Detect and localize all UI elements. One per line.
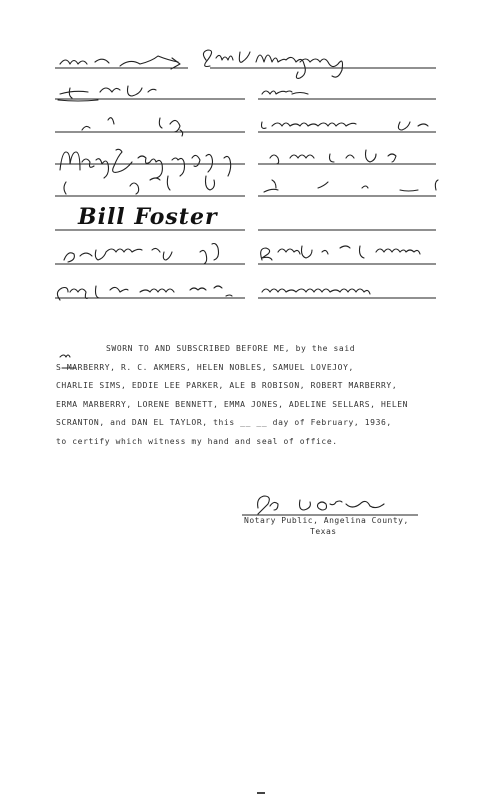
jurat-text [56,340,456,451]
page-mark [257,792,265,794]
jurat-line: SWORN TO AND SUBSCRIBED BEFORE ME, by the said [106,344,356,353]
jurat-line: S MARBERRY, R. C. AKMERS, HELEN NOBLES, SAMUEL LOVEJOY, [56,362,354,372]
notary-state: Texas [310,527,337,536]
jurat-line: ERMA MARBERRY, LORENE BENNETT, EMMA JONES, ADELINE SELLARS, HELEN [56,399,409,409]
jurat-line: SCRANTON, and DAN EL TAYLOR, this __ __ day of February, 1936, [56,418,392,427]
notary-title-line: Notary Public, Angelina County, [244,516,409,525]
jurat-line: CHARLIE SIMS, EDDIE LEE PARKER, ALE B ROBISON, ROBERT MARBERRY, [56,381,398,390]
jurat-line: to certify which witness my hand and seal of office. [56,436,338,446]
notary-title [244,515,444,537]
signature-bill-foster: Bill Foster [78,204,218,230]
